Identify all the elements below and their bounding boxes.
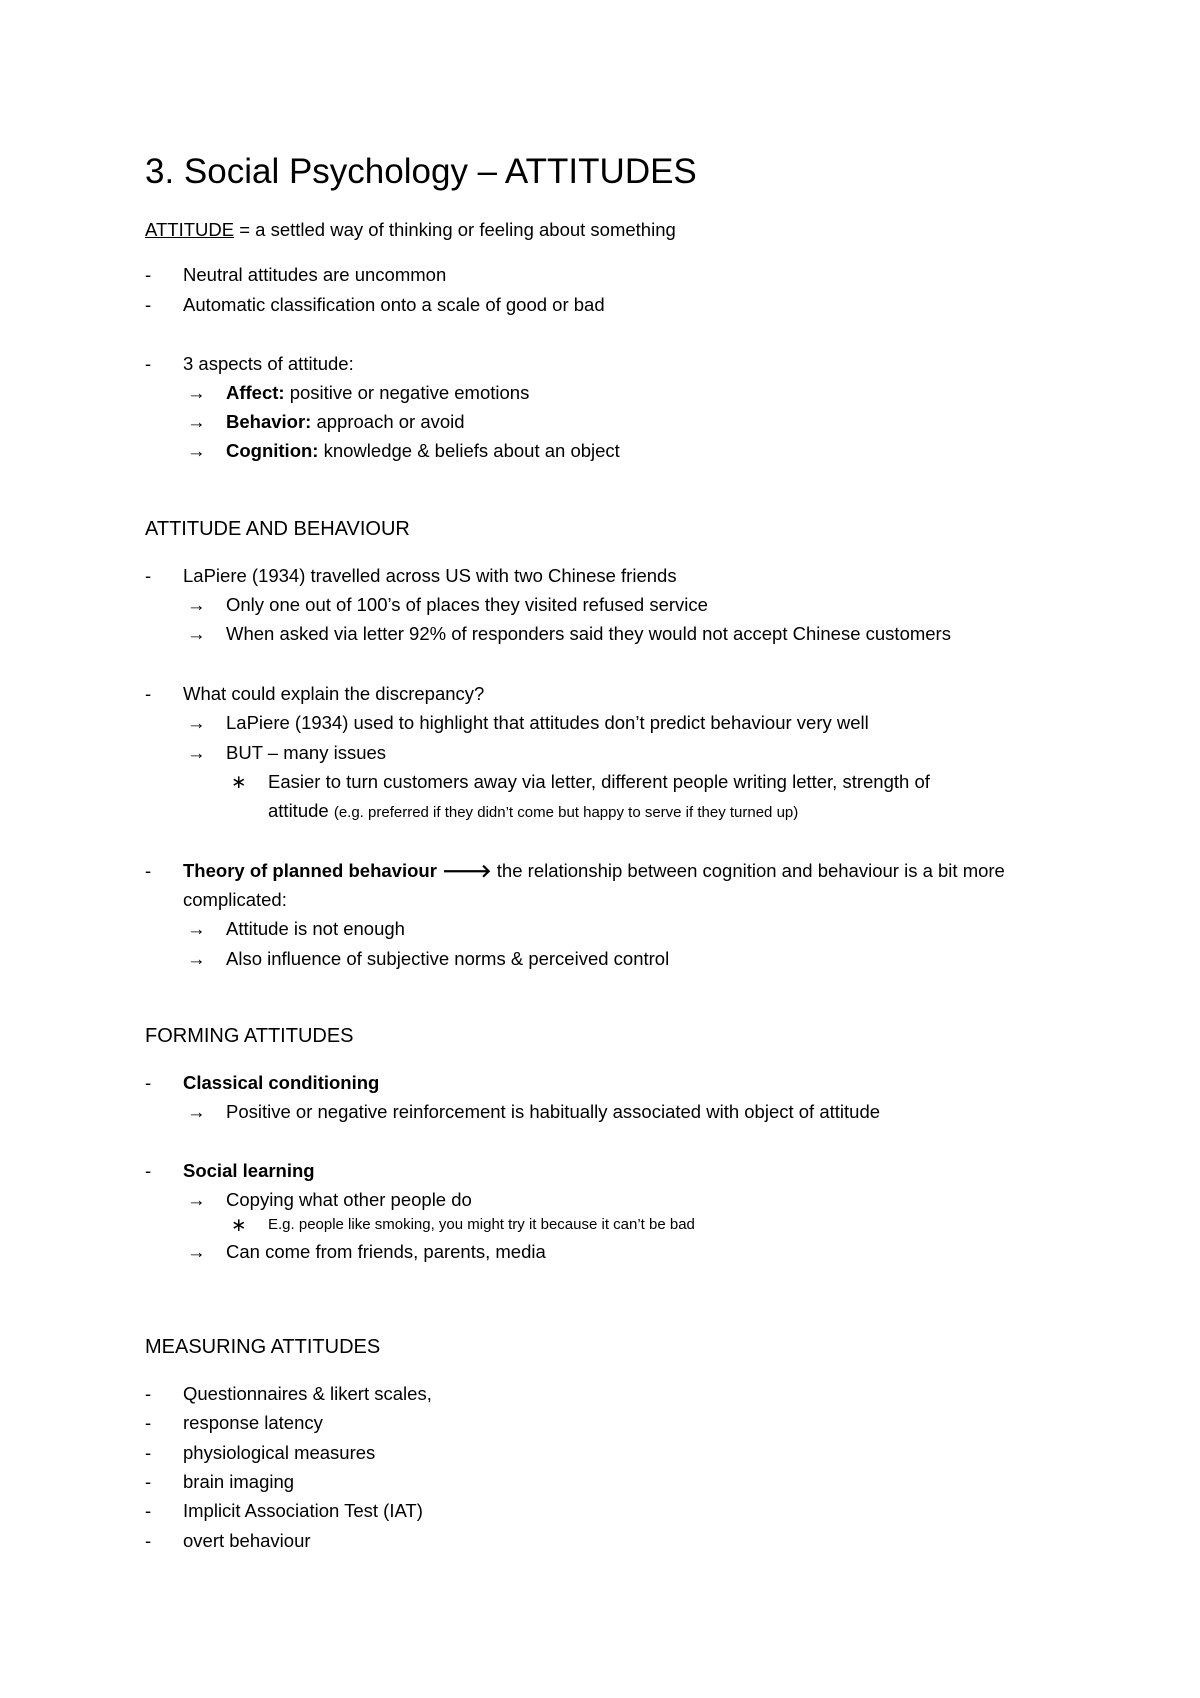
dash-marker: -	[145, 860, 152, 881]
arrow-marker: →	[187, 712, 206, 733]
arrow-marker: →	[187, 411, 206, 432]
list-item: Questionnaires & likert scales,	[183, 1383, 432, 1404]
sub-sub-item: Easier to turn customers away via letter, different people writing letter, strength of	[268, 771, 930, 792]
dash-marker: -	[145, 683, 152, 704]
arrow-marker: →	[187, 440, 206, 461]
arrow-marker: →	[187, 594, 206, 615]
definition-text: = a settled way of thinking or feeling about something	[234, 219, 676, 240]
section-heading: ATTITUDE AND BEHAVIOUR	[145, 518, 410, 540]
list-item: Implicit Association Test (IAT)	[183, 1500, 423, 1521]
sub-item: Cognition: knowledge & beliefs about an object	[226, 440, 620, 461]
star-marker: ∗	[231, 1214, 247, 1235]
section-heading: FORMING ATTITUDES	[145, 1025, 354, 1047]
dash-marker: -	[145, 1072, 152, 1093]
sub-item: Copying what other people do	[226, 1189, 472, 1210]
list-item: physiological measures	[183, 1442, 376, 1463]
dash-marker: -	[145, 264, 152, 285]
dash-marker: -	[145, 1471, 152, 1492]
list-item: overt behaviour	[183, 1530, 311, 1551]
list-item: Theory of planned behaviour 🡒 the relationship between cognition and behaviour is a bit more	[183, 860, 1005, 881]
dash-marker: -	[145, 294, 152, 315]
dash-marker: -	[145, 1160, 152, 1181]
arrow-marker: →	[187, 948, 206, 969]
list-item-continued: complicated:	[183, 889, 287, 910]
arrow-marker: →	[187, 1189, 206, 1210]
list-item: LaPiere (1934) travelled across US with two Chinese friends	[183, 565, 677, 586]
star-marker: ∗	[231, 771, 247, 792]
dash-marker: -	[145, 1442, 152, 1463]
list-item: 3 aspects of attitude:	[183, 353, 354, 374]
sub-item: Only one out of 100’s of places they visited refused service	[226, 594, 708, 615]
arrow-marker: →	[187, 623, 206, 644]
sub-item: Affect: positive or negative emotions	[226, 382, 530, 403]
arrow-marker: →	[187, 382, 206, 403]
list-item: response latency	[183, 1412, 323, 1433]
sub-item: Also influence of subjective norms & perceived control	[226, 948, 670, 969]
sub-item: Positive or negative reinforcement is habitually associated with object of attitude	[226, 1101, 881, 1122]
sub-item: BUT – many issues	[226, 742, 387, 763]
list-item: Automatic classification onto a scale of good or bad	[183, 294, 605, 315]
sub-item: Can come from friends, parents, media	[226, 1241, 546, 1262]
arrow-marker: →	[187, 918, 206, 939]
arrow-icon: 🡒	[442, 860, 492, 881]
sub-item: Behavior: approach or avoid	[226, 411, 465, 432]
list-item: Neutral attitudes are uncommon	[183, 264, 447, 285]
sub-item: LaPiere (1934) used to highlight that attitudes don’t predict behaviour very well	[226, 712, 869, 733]
sub-item: Attitude is not enough	[226, 918, 405, 939]
page-title: 3. Social Psychology – ATTITUDES	[145, 152, 697, 191]
definition-line	[145, 219, 676, 241]
list-item: Classical conditioning	[183, 1072, 380, 1093]
dash-marker: -	[145, 1530, 152, 1551]
list-item: Social learning	[183, 1160, 315, 1181]
sub-item: When asked via letter 92% of responders said they would not accept Chinese customers	[226, 623, 951, 644]
dash-marker: -	[145, 1412, 152, 1433]
list-item: What could explain the discrepancy?	[183, 683, 485, 704]
dash-marker: -	[145, 565, 152, 586]
dash-marker: -	[145, 353, 152, 374]
list-item: brain imaging	[183, 1471, 295, 1492]
dash-marker: -	[145, 1500, 152, 1521]
definition-term: ATTITUDE	[145, 219, 235, 240]
arrow-marker: →	[187, 1241, 206, 1262]
sub-sub-item: E.g. people like smoking, you might try it because it can’t be bad	[268, 1216, 695, 1233]
arrow-marker: →	[187, 1101, 206, 1122]
section-heading: MEASURING ATTITUDES	[145, 1336, 381, 1358]
dash-marker: -	[145, 1383, 152, 1404]
arrow-marker: →	[187, 742, 206, 763]
sub-sub-item-continued: attitude (e.g. preferred if they didn’t come but happy to serve if they turned up)	[268, 800, 799, 821]
